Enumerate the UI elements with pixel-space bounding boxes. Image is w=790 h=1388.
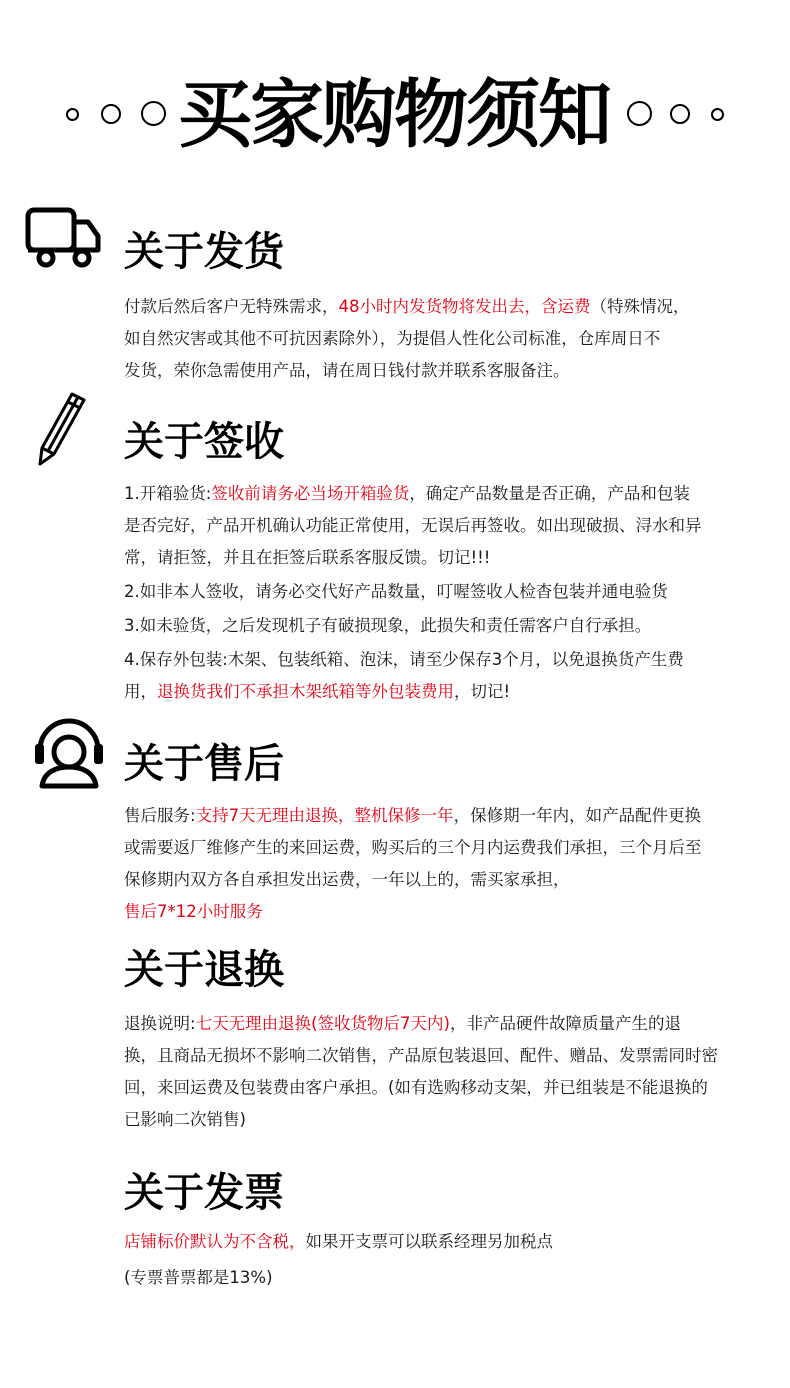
aftersale-text (124, 800, 734, 928)
text-line: 用，退换货我们不承担木架纸箱等外包装费用，切记! (124, 682, 511, 701)
section-title-invoice: 关于发票 (124, 1170, 284, 1216)
section-title-aftersale: 关于售后 (124, 741, 284, 787)
title-row (0, 70, 790, 160)
text-line: 回，来回运费及包装费由客户承担。(如有选购移动支架，并已组装是不能退换的 (124, 1078, 708, 1097)
text-line: 付款后然后客户无特殊需求，48小时内发货物将发出去，含运费（特殊情况， (124, 297, 690, 316)
text-line: (专票普票都是13%) (124, 1268, 273, 1287)
receipt-text (124, 478, 734, 708)
returns-text (124, 1008, 734, 1136)
text-line: 4.保存外包装:木架、包装纸箱、泡沫，请至少保存3个月，以免退换货产生费 (124, 650, 684, 669)
text-line: 保修期内双方各自承担发出运费，一年以上的，需买家承担， (124, 870, 570, 889)
pencil-icon (34, 388, 90, 468)
text-line: 是否完好，产品开机确认功能正常使用，无误后再签收。如出现破损、浔水和异 (124, 516, 702, 535)
text-line: 售后服务:支持7天无理由退换，整机保修一年，保修期一年内，如产品配件更换 (124, 806, 702, 825)
text-line: 发货，荣你急需使用产品，请在周日钱付款并联系客服备注。 (124, 361, 570, 380)
decor-dot-icon (711, 108, 724, 121)
shipping-text (124, 291, 734, 387)
text-line: 3.如未验货，之后发现机子有破损现象，此损失和责任需客户自行承担。 (124, 616, 652, 635)
decor-dot-icon (66, 108, 79, 121)
text-line: 2.如非本人签收，请务必交代好产品数量，叮喔签收人检杳包装并通电验货 (124, 582, 668, 601)
section-title-shipping: 关于发货 (124, 229, 284, 275)
text-line: 1.开箱验货:签收前请务必当场开箱验货，确定产品数量是否正确，产品和包装 (124, 484, 690, 503)
page-title: 买家购物须知 (178, 72, 610, 158)
text-line: 售后7*12小时服务 (124, 902, 263, 921)
section-title-returns: 关于退换 (124, 947, 284, 993)
decor-dot-icon (627, 101, 652, 126)
text-line: 如自然灾害或其他不可抗因素除外），为提倡人性化公司标准，仓库周日不 (124, 329, 661, 348)
decor-dot-icon (670, 104, 690, 124)
invoice-text (124, 1226, 734, 1294)
truck-icon (24, 206, 104, 270)
text-line: 或需要返厂维修产生的来回运费，购买后的三个月内运费我们承担，三个月后至 (124, 838, 702, 857)
text-line: 退换说明:七天无理由退换(签收货物后7天内)，非产品硬件故障质量产生的退 (124, 1014, 681, 1033)
text-line: 店铺标价默认为不含税，如果开支票可以联系经理另加税点 (124, 1232, 553, 1251)
section-title-receipt: 关于签收 (124, 419, 284, 465)
text-line: 已影响二次销售) (124, 1110, 246, 1129)
headset-icon (32, 718, 106, 790)
text-line: 换，且商品无损坏不影响二次销售，产品原包装退回、配件、赠品、发票需同时密 (124, 1046, 718, 1065)
decor-dot-icon (141, 101, 166, 126)
text-line: 常，请拒签，并且在拒签后联系客服反馈。切记!!! (124, 548, 491, 567)
decor-dot-icon (101, 104, 121, 124)
